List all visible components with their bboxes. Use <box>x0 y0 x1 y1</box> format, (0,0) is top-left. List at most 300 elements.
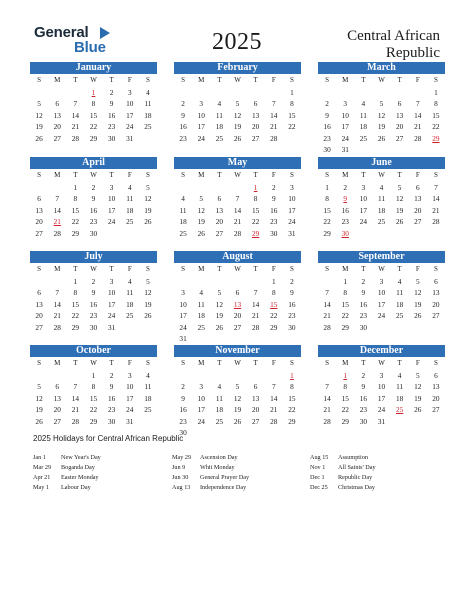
weekday-label: T <box>109 265 114 273</box>
day: 8 <box>343 382 348 391</box>
day: 29 <box>71 322 79 332</box>
holiday-column <box>310 453 450 493</box>
holiday-name: Labour Day <box>61 484 91 491</box>
day: 18 <box>395 393 404 403</box>
day: 17 <box>126 110 134 120</box>
day: 26 <box>233 133 242 143</box>
day: 25 <box>395 311 404 320</box>
day: 13 <box>53 393 61 403</box>
empty-day <box>30 87 48 99</box>
day: 21 <box>71 122 79 131</box>
day: 1 <box>271 276 276 286</box>
day: 27 <box>35 228 43 238</box>
day: 8 <box>343 288 348 297</box>
day: 3 <box>290 182 294 192</box>
weekday-label: W <box>234 171 241 179</box>
month-may <box>174 157 301 239</box>
holiday-row <box>172 483 312 493</box>
day: 19 <box>197 217 205 226</box>
month-december <box>318 345 445 427</box>
day: 20 <box>251 122 260 131</box>
day: 18 <box>395 299 404 309</box>
day: 24 <box>197 416 205 426</box>
day: 13 <box>53 110 61 120</box>
day: 2 <box>290 276 294 286</box>
day: 15 <box>432 110 440 120</box>
day: 10 <box>107 194 116 203</box>
month-name: June <box>318 157 445 169</box>
weekday-label: W <box>90 171 97 179</box>
month-name: September <box>318 251 445 263</box>
month-days-grid <box>318 264 445 333</box>
day: 12 <box>197 205 205 215</box>
day: 28 <box>71 133 79 143</box>
month-days-grid <box>318 170 445 239</box>
month-name: February <box>174 62 301 74</box>
day: 13 <box>432 288 440 297</box>
day: 8 <box>290 382 294 391</box>
weekday-label: T <box>109 171 114 179</box>
day: 3 <box>361 182 366 192</box>
weekday-label: S <box>433 171 438 179</box>
holiday-name: All Saints' Day <box>338 464 376 471</box>
day: 22 <box>270 311 278 320</box>
weekday-label: T <box>397 171 402 179</box>
day: 22 <box>341 405 349 414</box>
day: 15 <box>89 393 98 403</box>
empty-day <box>210 276 228 288</box>
weekday-label: M <box>54 265 61 273</box>
day: 25 <box>359 133 367 143</box>
weekday-label: S <box>181 265 186 273</box>
holiday-day: 15 <box>270 299 278 309</box>
day: 21 <box>233 217 242 226</box>
day: 14 <box>53 205 61 215</box>
day: 21 <box>71 405 79 414</box>
day: 4 <box>397 276 402 286</box>
day: 24 <box>197 133 205 143</box>
day: 31 <box>288 228 296 238</box>
day: 1 <box>434 87 438 97</box>
weekday-label: T <box>397 265 402 273</box>
holiday-column <box>172 453 312 493</box>
day: 4 <box>127 182 132 192</box>
day: 22 <box>89 405 98 414</box>
day: 15 <box>341 299 349 309</box>
weekday-label: T <box>73 359 78 367</box>
day: 15 <box>288 110 296 120</box>
weekday-label: W <box>90 265 97 273</box>
day: 5 <box>235 382 240 391</box>
empty-day <box>210 87 228 99</box>
day: 6 <box>253 99 258 108</box>
weekday-label: S <box>181 76 186 84</box>
empty-day <box>174 276 192 288</box>
weekday-label: S <box>181 171 186 179</box>
day: 19 <box>233 122 242 131</box>
day: 30 <box>179 428 187 437</box>
day: 16 <box>107 110 116 120</box>
weekday-label: F <box>415 265 420 273</box>
day: 3 <box>379 370 384 380</box>
day: 25 <box>126 217 134 226</box>
day: 5 <box>217 288 222 297</box>
day: 26 <box>215 322 223 332</box>
day: 14 <box>251 299 260 309</box>
day: 30 <box>107 133 116 143</box>
day: 3 <box>343 99 348 108</box>
day: 14 <box>414 110 422 120</box>
brand-logo <box>34 24 114 58</box>
empty-day <box>247 276 265 288</box>
day: 19 <box>233 405 242 414</box>
day: 24 <box>179 322 187 332</box>
weekday-label: M <box>198 265 205 273</box>
day: 18 <box>215 405 223 414</box>
day: 12 <box>144 194 152 203</box>
holiday-name: Assumption <box>338 454 368 461</box>
day: 2 <box>361 370 366 380</box>
holiday-date: Dec 1 <box>310 474 325 481</box>
holiday-row <box>172 453 312 463</box>
day: 27 <box>395 133 404 143</box>
month-name: November <box>174 345 301 357</box>
day: 23 <box>179 416 187 426</box>
month-days-grid <box>318 358 445 427</box>
day: 22 <box>71 311 79 320</box>
day: 22 <box>251 217 260 226</box>
weekday-label: M <box>342 265 349 273</box>
day: 24 <box>359 217 367 226</box>
day: 28 <box>71 416 79 426</box>
day: 4 <box>146 370 150 380</box>
month-days-grid <box>174 358 301 439</box>
holiday-name: Republic Day <box>338 474 373 481</box>
weekday-label: S <box>289 76 294 84</box>
day: 8 <box>271 288 276 297</box>
weekday-label: M <box>54 359 61 367</box>
day: 26 <box>377 133 386 143</box>
day: 29 <box>323 228 331 238</box>
page-header <box>0 0 474 60</box>
day: 26 <box>395 217 404 226</box>
day: 6 <box>235 288 240 297</box>
holiday-name: New Year's Day <box>61 454 101 461</box>
day: 23 <box>179 133 187 143</box>
weekday-label: F <box>271 359 276 367</box>
day: 29 <box>89 133 98 143</box>
month-name: March <box>318 62 445 74</box>
day: 8 <box>434 99 438 108</box>
day: 2 <box>343 182 348 192</box>
day: 15 <box>323 205 331 215</box>
day: 10 <box>377 288 386 297</box>
day: 4 <box>379 182 384 192</box>
day: 20 <box>432 393 440 403</box>
holiday-day: 30 <box>341 228 349 238</box>
month-november <box>174 345 301 439</box>
holiday-row <box>310 463 450 473</box>
day: 15 <box>89 110 98 120</box>
day: 15 <box>341 393 349 403</box>
day: 27 <box>53 133 61 143</box>
empty-day <box>174 182 192 194</box>
day: 7 <box>325 288 329 297</box>
day: 7 <box>434 182 438 192</box>
day: 20 <box>251 405 260 414</box>
day: 14 <box>270 110 278 120</box>
day: 18 <box>215 122 223 131</box>
holiday-row <box>33 473 173 483</box>
day: 29 <box>89 416 98 426</box>
day: 16 <box>359 393 367 403</box>
day: 27 <box>53 416 61 426</box>
day: 23 <box>359 311 367 320</box>
day: 14 <box>71 393 79 403</box>
holiday-day: 1 <box>91 87 96 97</box>
day: 28 <box>270 133 278 143</box>
weekday-label: S <box>289 265 294 273</box>
day: 20 <box>53 122 61 131</box>
holiday-name: Easter Monday <box>61 474 99 481</box>
month-days-grid <box>30 75 157 144</box>
month-april <box>30 157 157 239</box>
holiday-day: 21 <box>53 217 61 226</box>
day: 7 <box>235 194 240 203</box>
month-january <box>30 62 157 144</box>
weekday-label: S <box>145 171 150 179</box>
weekday-label: M <box>342 359 349 367</box>
day: 23 <box>89 217 98 226</box>
holiday-date: Jan 1 <box>33 454 46 461</box>
day: 27 <box>414 217 422 226</box>
day: 3 <box>127 87 132 97</box>
weekday-label: T <box>397 359 402 367</box>
day: 6 <box>55 382 60 391</box>
empty-day <box>210 370 228 382</box>
day: 1 <box>73 276 78 286</box>
day: 8 <box>91 382 96 391</box>
day: 7 <box>73 99 78 108</box>
holiday-row <box>310 453 450 463</box>
day: 25 <box>215 416 223 426</box>
day: 6 <box>253 382 258 391</box>
month-march <box>318 62 445 156</box>
day: 20 <box>414 205 422 215</box>
country-line-2: Republic <box>385 45 440 61</box>
day: 11 <box>377 194 385 203</box>
weekday-label: T <box>361 76 366 84</box>
day: 14 <box>233 205 242 215</box>
day: 16 <box>107 393 116 403</box>
day: 4 <box>127 276 132 286</box>
weekday-label: M <box>342 76 349 84</box>
weekday-label: W <box>378 76 385 84</box>
weekday-label: S <box>325 265 330 273</box>
day: 27 <box>233 322 242 332</box>
day: 5 <box>37 99 41 108</box>
weekday-label: F <box>415 359 420 367</box>
weekday-label: T <box>361 265 366 273</box>
day: 17 <box>107 205 116 215</box>
weekday-label: T <box>217 265 222 273</box>
day: 11 <box>126 194 134 203</box>
day: 21 <box>270 122 278 131</box>
day: 10 <box>197 110 205 120</box>
day: 12 <box>414 382 422 391</box>
weekday-label: T <box>361 171 366 179</box>
day: 14 <box>71 110 79 120</box>
empty-day <box>48 370 66 382</box>
day: 18 <box>179 217 187 226</box>
day: 28 <box>251 322 260 332</box>
day: 11 <box>197 299 205 309</box>
day: 11 <box>144 99 152 108</box>
day: 6 <box>55 99 60 108</box>
day: 5 <box>415 370 420 380</box>
day: 1 <box>73 182 78 192</box>
day: 24 <box>107 217 116 226</box>
day: 4 <box>361 99 366 108</box>
day: 26 <box>144 311 152 320</box>
day: 22 <box>432 122 440 131</box>
day: 13 <box>215 205 223 215</box>
day: 11 <box>215 393 223 403</box>
day: 11 <box>396 288 404 297</box>
day: 10 <box>359 194 367 203</box>
day: 10 <box>126 99 134 108</box>
empty-day <box>318 276 336 288</box>
weekday-label: T <box>73 171 78 179</box>
day: 17 <box>377 393 386 403</box>
day: 3 <box>181 288 185 297</box>
day: 2 <box>325 99 329 108</box>
empty-day <box>247 370 265 382</box>
day: 20 <box>35 311 43 320</box>
holiday-date: Nov 1 <box>310 464 326 471</box>
month-name: April <box>30 157 157 169</box>
empty-day <box>372 87 390 99</box>
day: 10 <box>197 393 205 403</box>
empty-day <box>48 182 66 194</box>
day: 3 <box>109 182 114 192</box>
day: 13 <box>35 205 43 215</box>
weekday-label: F <box>415 171 420 179</box>
day: 17 <box>107 299 116 309</box>
day: 3 <box>199 99 204 108</box>
holiday-date: Aug 15 <box>310 454 329 461</box>
day: 24 <box>341 133 349 143</box>
day: 18 <box>126 205 134 215</box>
day: 15 <box>251 205 260 215</box>
holiday-day: 9 <box>343 194 348 203</box>
weekday-label: S <box>325 171 330 179</box>
year-title: 2025 <box>212 29 262 55</box>
day: 23 <box>89 311 98 320</box>
day: 23 <box>288 311 296 320</box>
day: 19 <box>144 205 152 215</box>
day: 9 <box>91 194 96 203</box>
day: 28 <box>270 416 278 426</box>
day: 21 <box>53 311 61 320</box>
day: 20 <box>432 299 440 309</box>
day: 16 <box>89 205 98 215</box>
weekday-label: S <box>37 171 42 179</box>
day: 21 <box>270 405 278 414</box>
day: 12 <box>144 288 152 297</box>
day: 6 <box>434 370 438 380</box>
day: 9 <box>325 110 329 120</box>
day: 22 <box>288 405 296 414</box>
weekday-label: S <box>181 359 186 367</box>
day: 1 <box>91 370 96 380</box>
day: 19 <box>35 122 43 131</box>
holiday-day: 1 <box>343 370 348 380</box>
day: 4 <box>199 288 204 297</box>
day: 1 <box>290 87 294 97</box>
weekday-label: M <box>54 76 61 84</box>
month-days-grid <box>30 264 157 333</box>
month-june <box>318 157 445 239</box>
month-september <box>318 251 445 333</box>
day: 10 <box>377 382 386 391</box>
month-days-grid <box>174 170 301 239</box>
weekday-label: T <box>253 171 258 179</box>
day: 6 <box>415 182 420 192</box>
empty-day <box>66 370 84 382</box>
day: 19 <box>35 405 43 414</box>
day: 6 <box>37 194 41 203</box>
day: 9 <box>290 288 294 297</box>
empty-day <box>228 87 246 99</box>
weekday-label: F <box>127 76 132 84</box>
day: 7 <box>271 99 276 108</box>
month-name: July <box>30 251 157 263</box>
day: 19 <box>144 299 152 309</box>
month-october <box>30 345 157 427</box>
month-august <box>174 251 301 345</box>
holiday-row <box>172 473 312 483</box>
day: 14 <box>432 194 440 203</box>
weekday-label: S <box>325 76 330 84</box>
day: 6 <box>434 276 438 286</box>
day: 16 <box>270 205 278 215</box>
day: 30 <box>89 228 98 238</box>
day: 23 <box>323 133 331 143</box>
weekday-label: F <box>415 76 420 84</box>
weekday-label: S <box>325 359 330 367</box>
day: 12 <box>233 110 242 120</box>
day: 16 <box>359 299 367 309</box>
day: 18 <box>144 110 152 120</box>
empty-day <box>228 276 246 288</box>
day: 15 <box>288 393 296 403</box>
day: 11 <box>396 382 404 391</box>
day: 5 <box>235 99 240 108</box>
empty-day <box>192 87 210 99</box>
day: 5 <box>37 382 41 391</box>
weekday-label: M <box>198 76 205 84</box>
day: 26 <box>35 416 43 426</box>
holiday-date: Jun 30 <box>172 474 189 481</box>
day: 15 <box>71 299 79 309</box>
empty-day <box>48 276 66 288</box>
day: 13 <box>251 110 260 120</box>
day: 6 <box>217 194 222 203</box>
day: 5 <box>199 194 204 203</box>
country-line-1: Central African <box>347 28 440 44</box>
holiday-row <box>172 463 312 473</box>
